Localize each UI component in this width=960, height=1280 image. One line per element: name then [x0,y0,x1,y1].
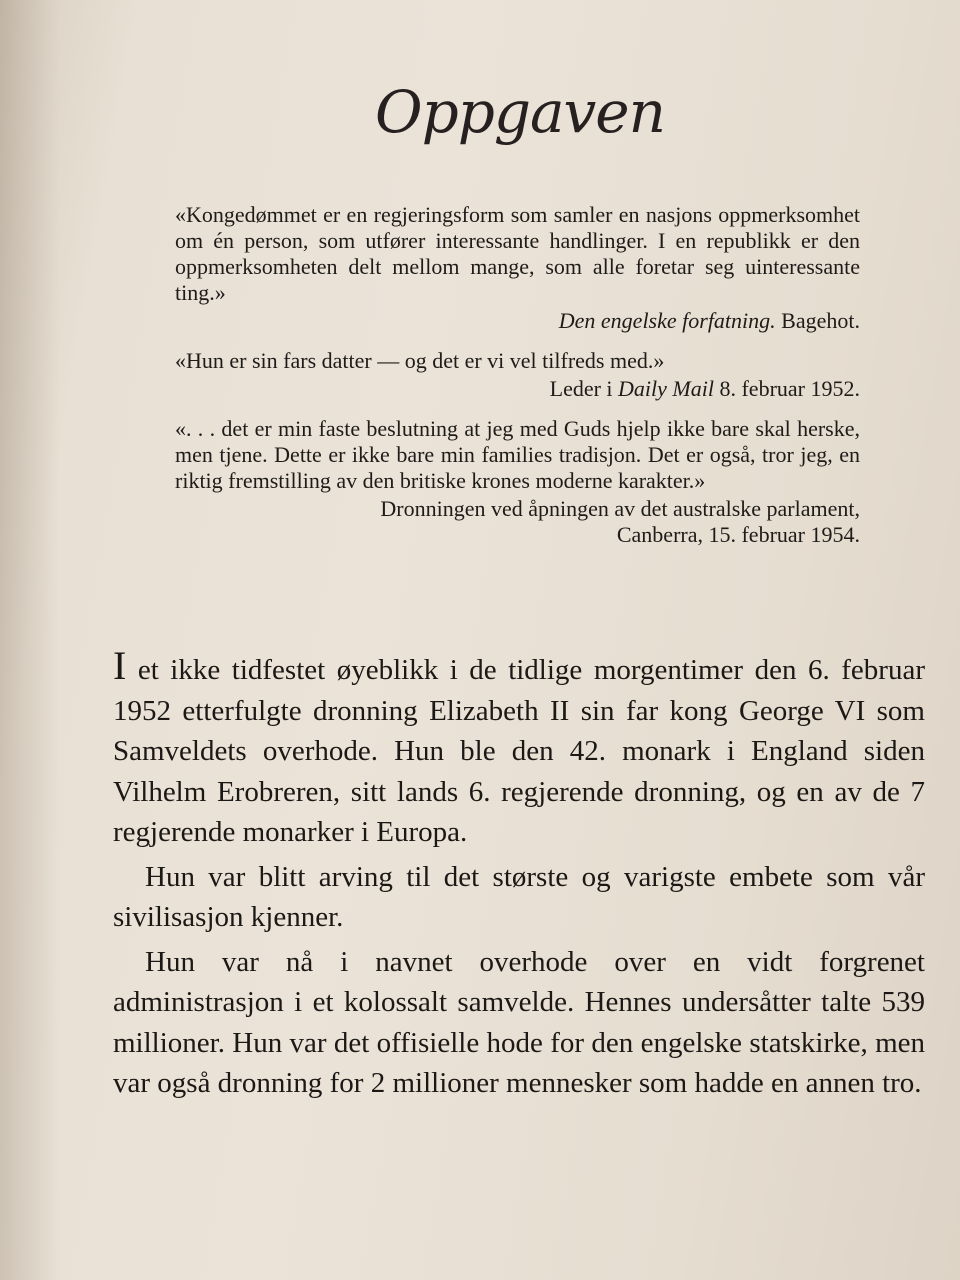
drop-cap-letter: I [113,643,127,688]
page-gutter-shadow [0,0,60,1280]
attribution-line-2: Canberra, 15. februar 1954. [616,522,860,547]
epigraph-attribution [175,496,860,548]
epigraph-section [175,202,860,562]
attribution-date: 8. februar 1952. [719,376,860,401]
body-paragraph-1 [113,643,925,853]
attribution-prefix: Leder i [549,376,613,401]
epigraph-attribution [175,308,860,334]
body-paragraph-2: Hun var blitt arving til det største og varigste embete som vår sivilisasjon kjenner. [113,860,925,933]
epigraph-3 [175,416,860,548]
chapter-body [113,643,925,1108]
attribution-author: Bagehot. [781,308,860,333]
chapter-title: Oppgaven [375,78,665,146]
epigraph-quote: «Hun er sin fars datter — og det er vi vel tilfreds med.» [175,348,665,373]
attribution-line-1: Dronningen ved åpningen av det australske parlament, [380,496,860,521]
attribution-title: Den engelske forfatning. [558,308,776,333]
epigraph-1 [175,202,860,334]
paragraph-text: et ikke tidfestet øyeblikk i de tidlige morgentimer den 6. februar 1952 etterfulgte dronning Elizabeth II sin far kong George VI som Samveldets overhode. Hun ble den 42. monark i England siden Vilhelm Erobreren, sitt lands 6. regjerende dronning, og en av de 7 regjerende monarker i Europa. [113,654,925,848]
epigraph-quote: «. . . det er min faste beslutning at jeg med Guds hjelp ikke bare skal herske, men tjene. Dette er ikke bare min families tradisjon. Det er også, tror jeg, en riktig fremstilling av den britiske krones moderne karakter.» [175,416,860,493]
attribution-title: Daily Mail [618,376,714,401]
epigraph-2 [175,348,860,402]
body-paragraph-3: Hun var nå i navnet overhode over en vidt forgrenet administrasjon i et kolossalt samvelde. Hennes undersåtter talte 539 millioner. Hun var det offisielle hode for den engelske statskirke, men var også dronning for 2 millioner mennesker som hadde en annen tro. [113,945,925,1099]
epigraph-quote: «Kongedømmet er en regjeringsform som samler en nasjons oppmerksomhet om én person, som utfører interessante handlinger. I en republikk er den oppmerksomheten delt mellom mange, som alle foretar seg uinteressante ting.» [175,202,860,305]
epigraph-attribution [175,376,860,402]
